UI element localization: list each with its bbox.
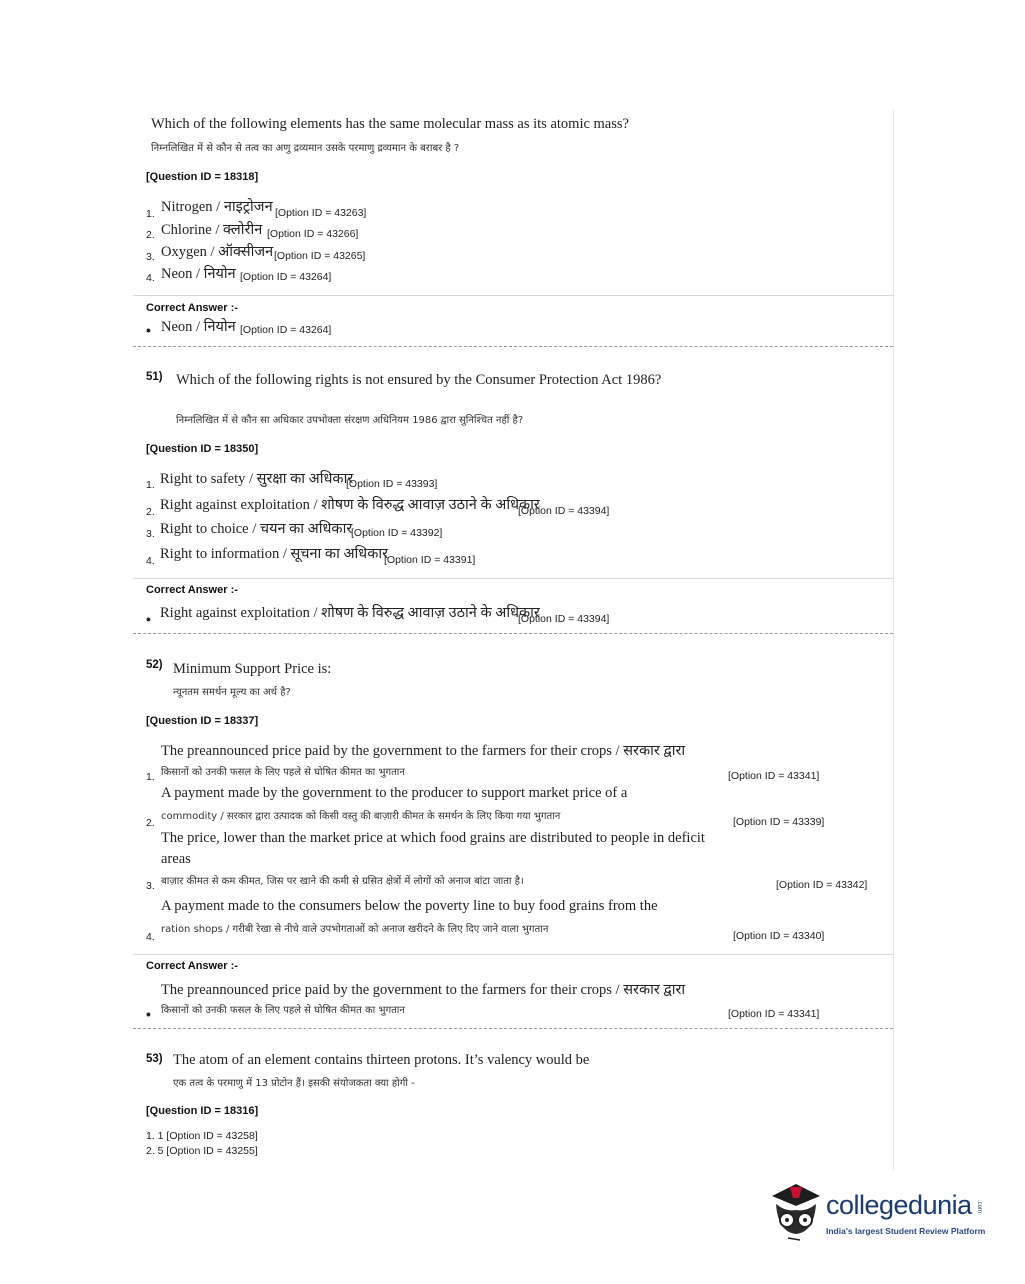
q50-correct-answer-text: Neon / नियोन: [161, 319, 236, 335]
q51-correct-answer-id: [Option ID = 43394]: [518, 613, 610, 625]
q51-question-id: [Question ID = 18350]: [146, 443, 259, 455]
bullet-icon: •: [146, 322, 151, 338]
q50-option-4-id: [Option ID = 43264]: [240, 271, 332, 283]
q53-question-en: The atom of an element contains thirteen protons. It’s valency would be: [173, 1052, 590, 1068]
q50-option-3-num: 3.: [146, 251, 155, 263]
logo-wordmark: collegedunia: [826, 1190, 972, 1220]
q52-option-1-num: 1.: [146, 771, 155, 783]
question-separator: [133, 1028, 893, 1029]
q53-question-hi: एक तत्व के परमाणु में 13 प्रोटोन हैं। इसकी संयोजकता क्या होगी -: [173, 1078, 415, 1089]
q52-correct-answer-id: [Option ID = 43341]: [728, 1008, 820, 1020]
q52-option-4-num: 4.: [146, 931, 155, 943]
q52-option-3-line3: बाज़ार कीमत से कम कीमत, जिस पर खाने की कमी से ग्रसित क्षेत्रों में लोगों को अनाज बांटा जाता है।: [161, 876, 524, 887]
q51-option-1-num: 1.: [146, 479, 155, 491]
divider: [133, 578, 893, 579]
q50-option-2-num: 2.: [146, 229, 155, 241]
question-separator: [133, 633, 893, 634]
q52-question-id: [Question ID = 18337]: [146, 715, 259, 727]
q50-option-3-text: Oxygen / ऑक्सीजन: [161, 244, 274, 260]
bullet-icon: •: [146, 1006, 151, 1022]
q53-option-2: 2. 5 [Option ID = 43255]: [146, 1145, 258, 1157]
q52-option-3-id: [Option ID = 43342]: [776, 879, 868, 891]
q52-option-4-line2: ration shops / गरीबी रेखा से नीचे वाले उपभोगताओं को अनाज खरीदने के लिए दिए जाने वाला भुगतान: [161, 924, 549, 935]
q52-option-1-line2: किसानों को उनकी फसल के लिए पहले से घोषित कीमत का भुगतान: [161, 767, 405, 778]
bullet-icon: •: [146, 611, 151, 627]
q50-option-1-id: [Option ID = 43263]: [275, 207, 367, 219]
q51-option-1-id: [Option ID = 43393]: [346, 478, 438, 490]
q52-question-hi: न्यूनतम समर्थन मूल्य का अर्थ है?: [173, 687, 291, 698]
divider: [133, 954, 893, 955]
q52-number: 52): [146, 659, 163, 671]
q50-question-hi: निम्नलिखित में से कौन से तत्व का अणु द्रव्यमान उसके परमाणु द्रव्यमान के बराबर है ?: [151, 143, 460, 154]
q50-option-2-id: [Option ID = 43266]: [267, 228, 359, 240]
q51-correct-answer-text: Right against exploitation / शोषण के विरुद्ध आवाज़ उठाने के अधिकार: [160, 605, 540, 621]
q52-correct-answer-line2: किसानों को उनकी फसल के लिए पहले से घोषित कीमत का भुगतान: [161, 1005, 405, 1016]
q52-option-1-line1: The preannounced price paid by the government to the farmers for their crops / सरकार द्वारा: [161, 743, 686, 759]
graduate-mascot-icon: [766, 1178, 824, 1246]
q53-option-1: 1. 1 [Option ID = 43258]: [146, 1130, 258, 1142]
q52-correct-answer-label: Correct Answer :-: [146, 960, 238, 972]
question-separator: [133, 346, 893, 347]
q51-question-en: Which of the following rights is not ensured by the Consumer Protection Act 1986?: [176, 372, 662, 388]
q51-option-2-num: 2.: [146, 506, 155, 518]
q50-option-2-text: Chlorine / क्लोरीन: [161, 222, 263, 238]
q52-correct-answer-line1: The preannounced price paid by the government to the farmers for their crops / सरकार द्वारा: [161, 982, 686, 998]
q50-question-en: Which of the following elements has the same molecular mass as its atomic mass?: [151, 116, 629, 132]
q52-option-4-id: [Option ID = 43340]: [733, 930, 825, 942]
q51-option-3-num: 3.: [146, 528, 155, 540]
q51-option-4-text: Right to information / सूचना का अधिकार: [160, 546, 389, 562]
q52-option-3-num: 3.: [146, 880, 155, 892]
q52-option-2-id: [Option ID = 43339]: [733, 816, 825, 828]
logo-suffix: .com: [976, 1200, 982, 1214]
q53-number: 53): [146, 1053, 163, 1065]
q50-question-id: [Question ID = 18318]: [146, 171, 259, 183]
q51-option-4-num: 4.: [146, 555, 155, 567]
divider: [133, 295, 893, 296]
q50-option-4-text: Neon / नियोन: [161, 266, 236, 282]
q52-option-3-line2: areas: [161, 851, 191, 867]
q50-correct-answer-id: [Option ID = 43264]: [240, 324, 332, 336]
q51-number: 51): [146, 371, 163, 383]
q50-correct-answer-label: Correct Answer :-: [146, 302, 238, 314]
q50-option-4-num: 4.: [146, 272, 155, 284]
q51-option-4-id: [Option ID = 43391]: [384, 554, 476, 566]
q50-option-1-num: 1.: [146, 208, 155, 220]
question-paper-page: [133, 110, 894, 1170]
q52-option-2-num: 2.: [146, 817, 155, 829]
q51-option-1-text: Right to safety / सुरक्षा का अधिकार: [160, 471, 354, 487]
logo-tagline: India's largest Student Review Platform: [826, 1226, 986, 1236]
q51-option-3-text: Right to choice / चयन का अधिकार: [160, 521, 353, 537]
q50-option-3-id: [Option ID = 43265]: [274, 250, 366, 262]
q53-question-id: [Question ID = 18316]: [146, 1105, 259, 1117]
q50-option-1-text: Nitrogen / नाइट्रोजन: [161, 199, 273, 215]
q52-question-en: Minimum Support Price is:: [173, 661, 332, 677]
q52-option-1-id: [Option ID = 43341]: [728, 770, 820, 782]
q51-option-3-id: [Option ID = 43392]: [351, 527, 443, 539]
q52-option-2-line1: A payment made by the government to the producer to support market price of a: [161, 785, 628, 801]
q52-option-3-line1: The price, lower than the market price at which food grains are distributed to people in deficit: [161, 830, 705, 846]
q52-option-4-line1: A payment made to the consumers below the poverty line to buy food grains from the: [161, 898, 658, 914]
q51-option-2-id: [Option ID = 43394]: [518, 505, 610, 517]
q52-option-2-line2: commodity / सरकार द्वारा उत्पादक को किसी वस्तु की बाज़ारी कीमत के समर्थन के लिए किया गया भुगतान: [161, 811, 561, 822]
q51-correct-answer-label: Correct Answer :-: [146, 584, 238, 596]
q51-question-hi: निम्नलिखित में से कौन सा अधिकार उपभोक्ता संरक्षण अधिनियम 1986 द्वारा सुनिश्चित नहीं है?: [176, 415, 524, 426]
collegedunia-logo[interactable]: [766, 1178, 996, 1248]
q51-option-2-text: Right against exploitation / शोषण के विरुद्ध आवाज़ उठाने के अधिकार: [160, 497, 540, 513]
